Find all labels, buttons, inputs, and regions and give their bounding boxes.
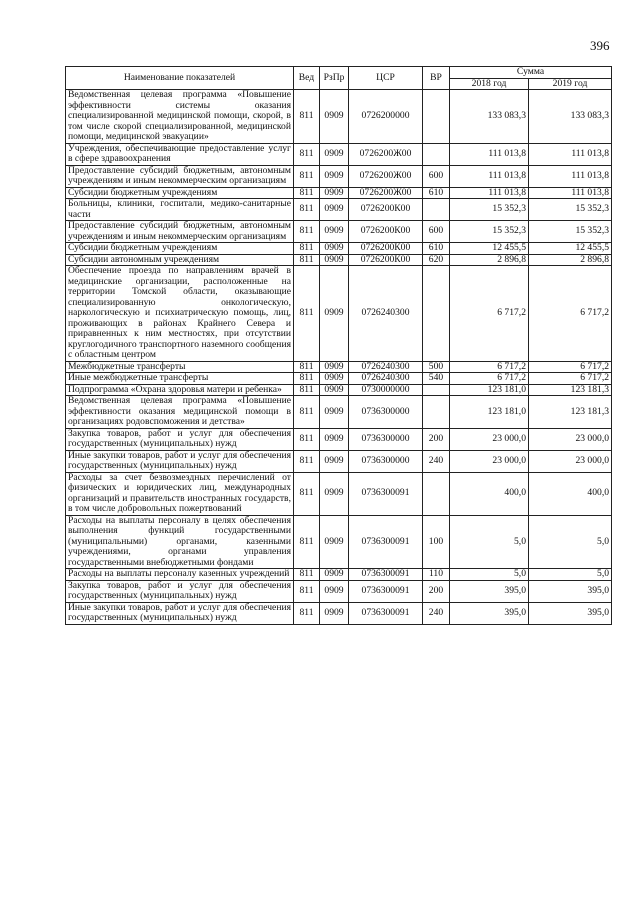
cell-y2018: 2 896,8 [450,254,529,266]
cell-y2018: 6 717,2 [450,266,529,362]
cell-y2019: 2 896,8 [529,254,612,266]
table-row [66,580,612,602]
cell-name: Обеспечение проезда по направлениям врачей в медицинские организации, расположенные на территории Томской области, оказывающие специализированную онкологическую, наркологическую и психиатрическую помощь, лиц, проживающих в районах Крайнего Севера и приравненных к ним местностях, при отсутствии круглогодичного транспортного наземного сообщения с областным центром [66,266,294,362]
cell-rzpr: 0909 [320,221,349,243]
cell-vr [423,472,450,515]
table-row [66,472,612,515]
header-vr: ВР [423,67,450,90]
cell-ved: 811 [294,165,320,187]
cell-csr: 0730000000 [349,384,423,396]
cell-vr: 200 [423,428,450,450]
cell-rzpr: 0909 [320,515,349,569]
cell-name: Иные закупки товаров, работ и услуг для обеспечения государственных (муниципальных) нужд [66,602,294,624]
cell-y2019: 111 013,8 [529,143,612,165]
cell-ved: 811 [294,221,320,243]
cell-y2018: 395,0 [450,602,529,624]
cell-name: Субсидии бюджетным учреждениям [66,243,294,255]
cell-csr: 0726200Ж00 [349,187,423,199]
cell-rzpr: 0909 [320,384,349,396]
cell-csr: 0736300091 [349,580,423,602]
cell-rzpr: 0909 [320,165,349,187]
cell-y2018: 23 000,0 [450,450,529,472]
cell-y2018: 5,0 [450,515,529,569]
cell-y2018: 123 181,0 [450,396,529,429]
table-row [66,396,612,429]
cell-ved: 811 [294,143,320,165]
cell-name: Иные закупки товаров, работ и услуг для обеспечения государственных (муниципальных) нужд [66,450,294,472]
cell-rzpr: 0909 [320,143,349,165]
cell-y2019: 395,0 [529,580,612,602]
cell-y2019: 23 000,0 [529,450,612,472]
table-row [66,221,612,243]
cell-vr [423,90,450,144]
table-row [66,199,612,221]
table-row [66,373,612,385]
cell-csr: 0726200К00 [349,199,423,221]
cell-ved: 811 [294,243,320,255]
header-sum: Сумма [450,67,612,79]
cell-y2019: 111 013,8 [529,165,612,187]
cell-ved: 811 [294,90,320,144]
cell-y2018: 123 181,0 [450,384,529,396]
cell-name: Межбюджетные трансферты [66,361,294,373]
cell-rzpr: 0909 [320,450,349,472]
cell-vr: 100 [423,515,450,569]
cell-rzpr: 0909 [320,361,349,373]
cell-name: Подпрограмма «Охрана здоровья матери и ребенка» [66,384,294,396]
cell-vr: 500 [423,361,450,373]
cell-csr: 0736300000 [349,428,423,450]
cell-y2019: 5,0 [529,569,612,581]
cell-csr: 0726200Ж00 [349,165,423,187]
cell-y2018: 395,0 [450,580,529,602]
cell-y2019: 6 717,2 [529,266,612,362]
cell-vr: 600 [423,221,450,243]
cell-vr: 610 [423,243,450,255]
cell-csr: 0726200К00 [349,254,423,266]
cell-rzpr: 0909 [320,602,349,624]
cell-name: Субсидии бюджетным учреждениям [66,187,294,199]
cell-ved: 811 [294,569,320,581]
cell-rzpr: 0909 [320,199,349,221]
header-csr: ЦСР [349,67,423,90]
cell-ved: 811 [294,428,320,450]
table-row [66,361,612,373]
cell-y2018: 6 717,2 [450,373,529,385]
cell-rzpr: 0909 [320,187,349,199]
cell-vr [423,396,450,429]
table-row [66,243,612,255]
cell-name: Закупка товаров, работ и услуг для обеспечения государственных (муниципальных) нужд [66,428,294,450]
cell-csr: 0726200000 [349,90,423,144]
cell-rzpr: 0909 [320,90,349,144]
cell-ved: 811 [294,373,320,385]
cell-ved: 811 [294,199,320,221]
cell-vr [423,199,450,221]
cell-rzpr: 0909 [320,580,349,602]
table-row [66,569,612,581]
cell-y2019: 133 083,3 [529,90,612,144]
cell-name: Расходы за счет безвозмездных перечислений от физических и юридических лиц, международных организаций и правительств иностранных государств, в том числе добровольных пожертвований [66,472,294,515]
header-name: Наименование показателей [66,67,294,90]
cell-vr: 240 [423,602,450,624]
cell-y2018: 12 455,5 [450,243,529,255]
cell-csr: 0736300091 [349,515,423,569]
table-row [66,266,612,362]
cell-csr: 0736300091 [349,472,423,515]
cell-vr: 240 [423,450,450,472]
cell-rzpr: 0909 [320,428,349,450]
header-rzpr: РзПр [320,67,349,90]
cell-y2019: 23 000,0 [529,428,612,450]
cell-vr [423,384,450,396]
cell-ved: 811 [294,580,320,602]
cell-csr: 0726200К00 [349,243,423,255]
cell-ved: 811 [294,384,320,396]
table-row [66,143,612,165]
cell-name: Закупка товаров, работ и услуг для обеспечения государственных (муниципальных) нужд [66,580,294,602]
cell-y2018: 15 352,3 [450,199,529,221]
cell-ved: 811 [294,266,320,362]
cell-ved: 811 [294,515,320,569]
cell-y2018: 111 013,8 [450,187,529,199]
cell-vr [423,143,450,165]
cell-csr: 0736300000 [349,396,423,429]
cell-name: Больницы, клиники, госпитали, медико-санитарные части [66,199,294,221]
cell-name: Иные межбюджетные трансферты [66,373,294,385]
table-body [66,90,612,625]
cell-csr: 0726240300 [349,266,423,362]
cell-ved: 811 [294,602,320,624]
cell-vr [423,266,450,362]
page-number: 396 [590,38,610,53]
cell-y2018: 23 000,0 [450,428,529,450]
cell-name: Расходы на выплаты персоналу в целях обеспечения выполнения функций государственными (муниципальными) органами, казенными учреждениями, органами управления государственными внебюджетными фондами [66,515,294,569]
cell-csr: 0726200К00 [349,221,423,243]
cell-y2019: 6 717,2 [529,373,612,385]
cell-ved: 811 [294,254,320,266]
cell-vr: 540 [423,373,450,385]
cell-y2019: 6 717,2 [529,361,612,373]
cell-csr: 0726240300 [349,373,423,385]
table-row [66,450,612,472]
cell-y2018: 111 013,8 [450,165,529,187]
cell-y2019: 15 352,3 [529,221,612,243]
table-row [66,428,612,450]
cell-vr: 600 [423,165,450,187]
cell-name: Ведомственная целевая программа «Повышение эффективности оказания медицинской помощи в организациях родовспоможения и детства» [66,396,294,429]
header-2018: 2018 год [450,78,529,90]
cell-ved: 811 [294,187,320,199]
cell-rzpr: 0909 [320,266,349,362]
cell-csr: 0736300091 [349,569,423,581]
cell-vr: 200 [423,580,450,602]
cell-csr: 0736300091 [349,602,423,624]
cell-y2018: 5,0 [450,569,529,581]
cell-rzpr: 0909 [320,254,349,266]
cell-y2018: 400,0 [450,472,529,515]
cell-vr: 110 [423,569,450,581]
cell-y2019: 400,0 [529,472,612,515]
table-row [66,165,612,187]
cell-ved: 811 [294,450,320,472]
cell-y2019: 5,0 [529,515,612,569]
cell-ved: 811 [294,472,320,515]
cell-name: Учреждения, обеспечивающие предоставление услуг в сфере здравоохранения [66,143,294,165]
cell-name: Предоставление субсидий бюджетным, автономным учреждениям и иным некоммерческим организациям [66,165,294,187]
cell-rzpr: 0909 [320,396,349,429]
table-row [66,90,612,144]
table-row [66,515,612,569]
cell-rzpr: 0909 [320,472,349,515]
cell-vr: 610 [423,187,450,199]
cell-csr: 0726240300 [349,361,423,373]
cell-rzpr: 0909 [320,373,349,385]
cell-ved: 811 [294,396,320,429]
cell-rzpr: 0909 [320,243,349,255]
cell-name: Расходы на выплаты персоналу казенных учреждений [66,569,294,581]
cell-rzpr: 0909 [320,569,349,581]
cell-csr: 0726200Ж00 [349,143,423,165]
table-row [66,254,612,266]
cell-y2019: 111 013,8 [529,187,612,199]
cell-y2019: 395,0 [529,602,612,624]
header-2019: 2019 год [529,78,612,90]
cell-y2019: 12 455,5 [529,243,612,255]
cell-ved: 811 [294,361,320,373]
cell-name: Субсидии автономным учреждениям [66,254,294,266]
cell-y2018: 111 013,8 [450,143,529,165]
budget-table [65,66,612,625]
table-row [66,602,612,624]
cell-y2019: 123 181,3 [529,396,612,429]
table-row [66,384,612,396]
cell-y2019: 123 181,3 [529,384,612,396]
cell-y2018: 15 352,3 [450,221,529,243]
cell-y2018: 133 083,3 [450,90,529,144]
cell-name: Ведомственная целевая программа «Повышение эффективности системы оказания специализированной медицинской помощи, скорой, в том числе скорой специализированной, медицинской помощи, медицинской эвакуации» [66,90,294,144]
cell-name: Предоставление субсидий бюджетным, автономным учреждениям и иным некоммерческим организациям [66,221,294,243]
table-row [66,187,612,199]
cell-y2018: 6 717,2 [450,361,529,373]
cell-y2019: 15 352,3 [529,199,612,221]
cell-vr: 620 [423,254,450,266]
cell-csr: 0736300000 [349,450,423,472]
header-ved: Вед [294,67,320,90]
